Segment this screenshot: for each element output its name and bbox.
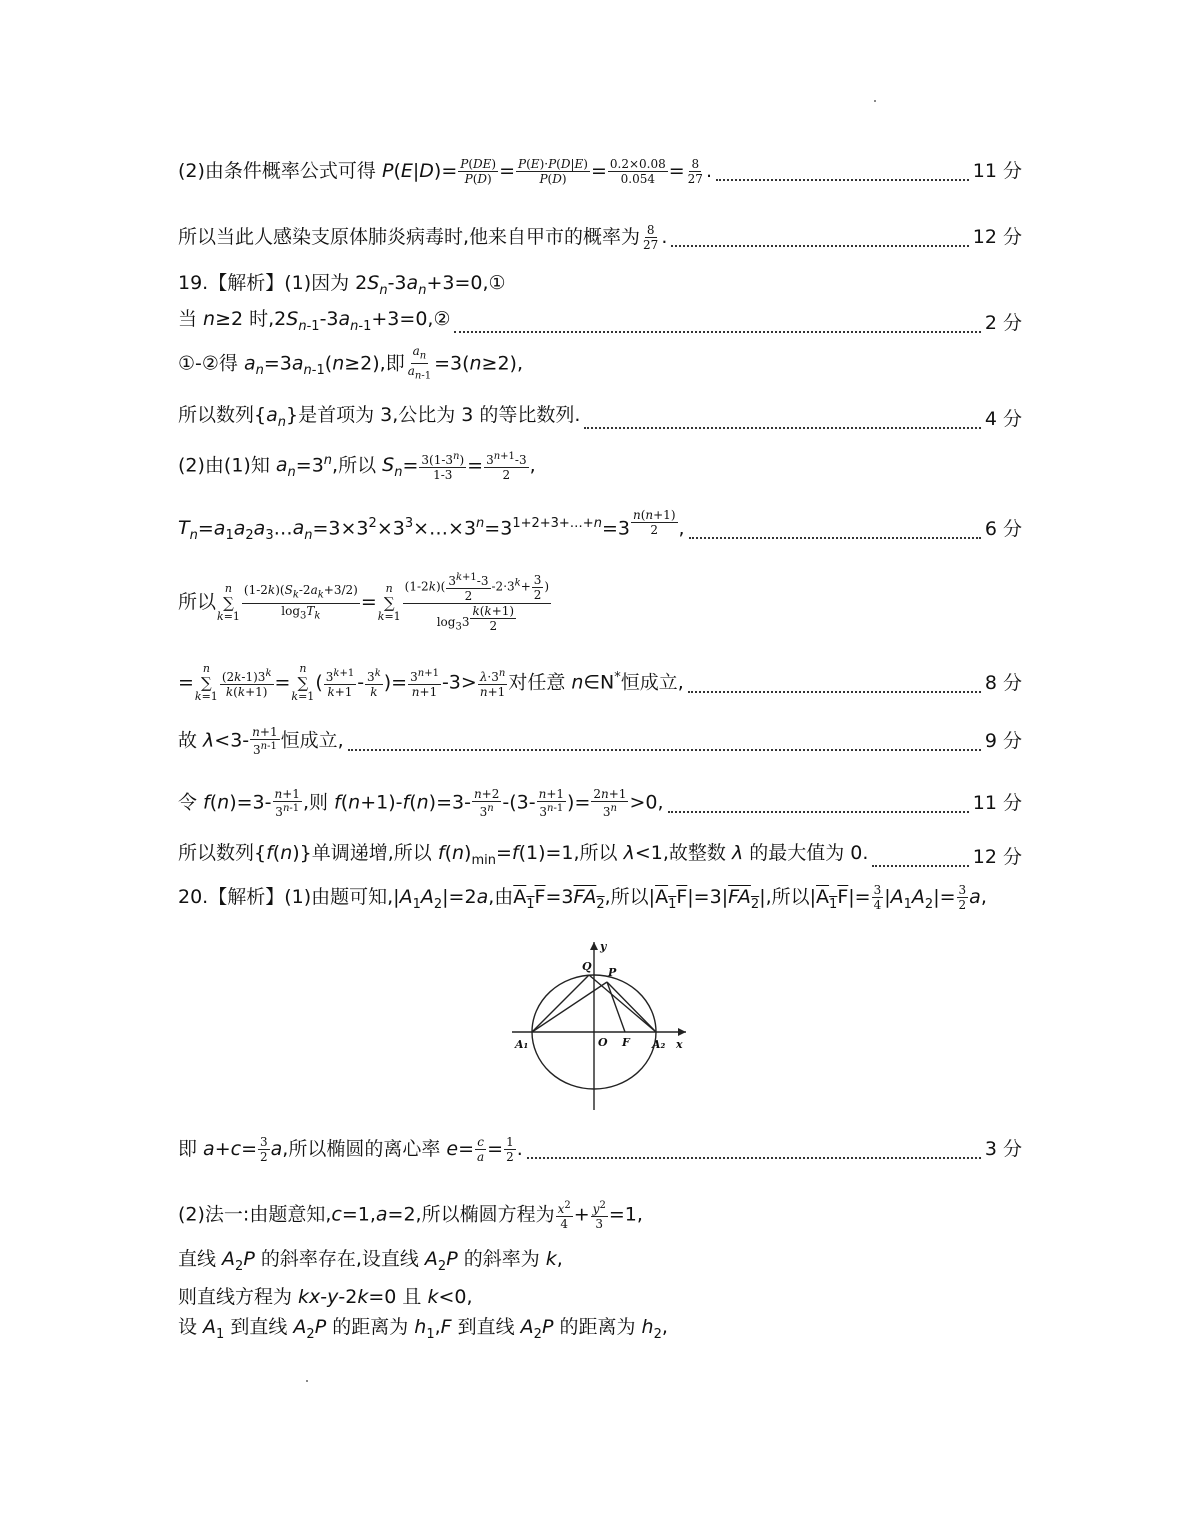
score-label: 8 分 [984, 672, 1022, 694]
line-8-text: $T_n=a_1a_2a_3\dots a_n=3\times 3^2\times 3^3\times\dots\times 3^n=3^{1+2+3+\dots+n}=3$ $^{\frac{n(n+1)}{2}}$ , [178, 507, 685, 544]
leader-dots [527, 1156, 981, 1159]
line-3-text: 19.【解析】(1)因为 $2S_n-3a_n+3=0,①$ [178, 272, 506, 298]
leader-dots [454, 330, 980, 333]
score-label: 6 分 [984, 518, 1022, 540]
score-label: 9 分 [984, 730, 1022, 752]
label-o: O [598, 1036, 608, 1049]
line-9-text: 所以 n ∑ k=1 $\frac{(1-2k)(S_k-2a_k+3/2)}{\log_3T_k}$ = n ∑ k=1 (1-2k)( $\frac{3^{k+1}-3}{2}$ $-2\cdot 3^k+$ $\frac{3}{2}$ ) $\log_33$ $^{\frac{k(k+1)}{2}}$ [178, 572, 550, 634]
score-label: 11 分 [972, 792, 1022, 814]
line-7-text: (2)由(1)知 $a_n=3^n$,所以 $S_n=$ $\frac{3(1-3^n)}{1-3}$ = $\frac{3^{n+1}-3}{2}$ , [178, 450, 536, 482]
line-4 [178, 308, 1022, 338]
leader-dots [872, 864, 968, 867]
line-12-text: 令 f(n)=3- $\frac{n+1}{3^{n-1}}$ ,则 f(n+1)-f(n)=3- $\frac{n+2}{3^n}$ -(3- $\frac{n+1}{3^{n-1}}$ )= $\frac{2n+1}{3^n}$ >0, [178, 787, 664, 819]
label-p: P [608, 966, 617, 979]
line-10-text: = n ∑ k=1 $\frac{(2k-1)3^k}{k(k+1)}$ = n ∑ k=1 ( $\frac{3^{k+1}}{k+1}$ - $\frac{3^k}{k}$ )= $\frac{3^{n+1}}{n+1}$ -3> $\frac{\lambda\cdot 3^n}{n+1}$ 对任意 n∈N*恒成立, [178, 662, 684, 703]
label-f: F [622, 1036, 630, 1049]
line-14-text: 20.【解析】(1)由题可知$,|A_1A_2|=2a$,由$A_1F=3FA_2$,所以$|A_1F|=3|FA_2|$,所以$|A_1F|=$ $\frac{3}{4}$ $|A_1A_2|=$ $\frac{3}{2}$ a, [178, 883, 987, 913]
score-label: 12 分 [972, 226, 1022, 248]
score-label: 2 分 [984, 312, 1022, 334]
line-19-text: 设 $A_1$ 到直线 $A_2P$ 的距离为 $h_1,F$ 到直线 $A_2P$ 的距离为 $h_2$, [178, 1316, 668, 1342]
line-2-text: 所以当此人感染支原体肺炎病毒时,他来自甲市的概率为 $\frac{8}{27}$ . [178, 223, 668, 252]
line-11 [178, 726, 1022, 756]
label-a2: A₂ [652, 1038, 666, 1051]
scan-speck [874, 100, 876, 102]
line-13 [178, 842, 1022, 872]
label-q: Q [582, 960, 592, 973]
leader-dots [668, 810, 969, 813]
ellipse-figure [512, 938, 692, 1110]
leader-dots [716, 178, 969, 181]
leader-dots [584, 426, 980, 429]
line-1-text: (2)由条件概率公式可得 P(E|D)= $\frac{P(DE)}{P(D)}$ = $\frac{P(E)\cdot P(D|E)}{P(D)}$ = $\frac{0.2\times 0.08}{0.054}$ = $\frac{8}{27}$ . [178, 157, 712, 186]
score-label: 3 分 [984, 1138, 1022, 1160]
line-18-text: 则直线方程为 kx-y-2k=0 且 k<0, [178, 1286, 473, 1308]
line-7 [178, 452, 1022, 482]
leader-dots [671, 244, 968, 247]
line-14 [178, 883, 1022, 916]
label-a1: A₁ [515, 1038, 529, 1051]
line-17 [178, 1248, 1022, 1278]
leader-dots [688, 690, 981, 693]
line-17-text: 直线 $A_2P$ 的斜率存在,设直线 $A_2P$ 的斜率为 k, [178, 1248, 563, 1274]
line-16-text: (2)法一:由题意知,c=1,a=2,所以椭圆方程为 $\frac{x^2}{4}$ + $\frac{y^2}{3}$ =1, [178, 1200, 643, 1231]
leader-dots [348, 748, 981, 751]
line-18 [178, 1282, 1022, 1312]
line-2 [178, 222, 1022, 252]
line-4-text: 当 n≥2 时$,2S_{n-1}-3a_{n-1}+3=0,②$ [178, 308, 451, 334]
score-label: 12 分 [972, 846, 1022, 868]
line-8 [178, 507, 1022, 544]
line-16 [178, 1200, 1022, 1230]
scan-speck [306, 1380, 308, 1382]
label-x: x [676, 1038, 683, 1051]
line-19 [178, 1316, 1022, 1346]
line-15-text: 即 a+c= $\frac{3}{2}$ a,所以椭圆的离心率 e= $\frac{c}{a}$ = $\frac{1}{2}$ . [178, 1135, 523, 1164]
line-5 [178, 343, 1022, 382]
line-3 [178, 272, 1022, 302]
line-6-text: 所以数列$\{a_n\}$是首项为 3,公比为 3 的等比数列. [178, 404, 581, 430]
line-1 [178, 156, 1022, 186]
line-9 [178, 572, 1022, 634]
line-13-text: 所以数列{f(n)}单调递增,所以 $f(n)_{min}=f(1)=1$,所以 λ<1,故整数 λ 的最大值为 0. [178, 842, 869, 868]
line-15 [178, 1134, 1022, 1164]
score-label: 11 分 [972, 160, 1022, 182]
line-5-text: ①-②得 $a_n=3a_{n-1}(n\ge 2)$,即 $\frac{a_n}{a_{n-1}}$ =3(n≥2), [178, 343, 523, 382]
score-label: 4 分 [984, 408, 1022, 430]
line-11-text: 故 λ<3- $\frac{n+1}{3^{n-1}}$ 恒成立, [178, 725, 344, 757]
leader-dots [689, 536, 981, 539]
line-6 [178, 404, 1022, 434]
line-10 [178, 662, 1022, 703]
line-12 [178, 788, 1022, 818]
label-y: y [600, 940, 607, 953]
